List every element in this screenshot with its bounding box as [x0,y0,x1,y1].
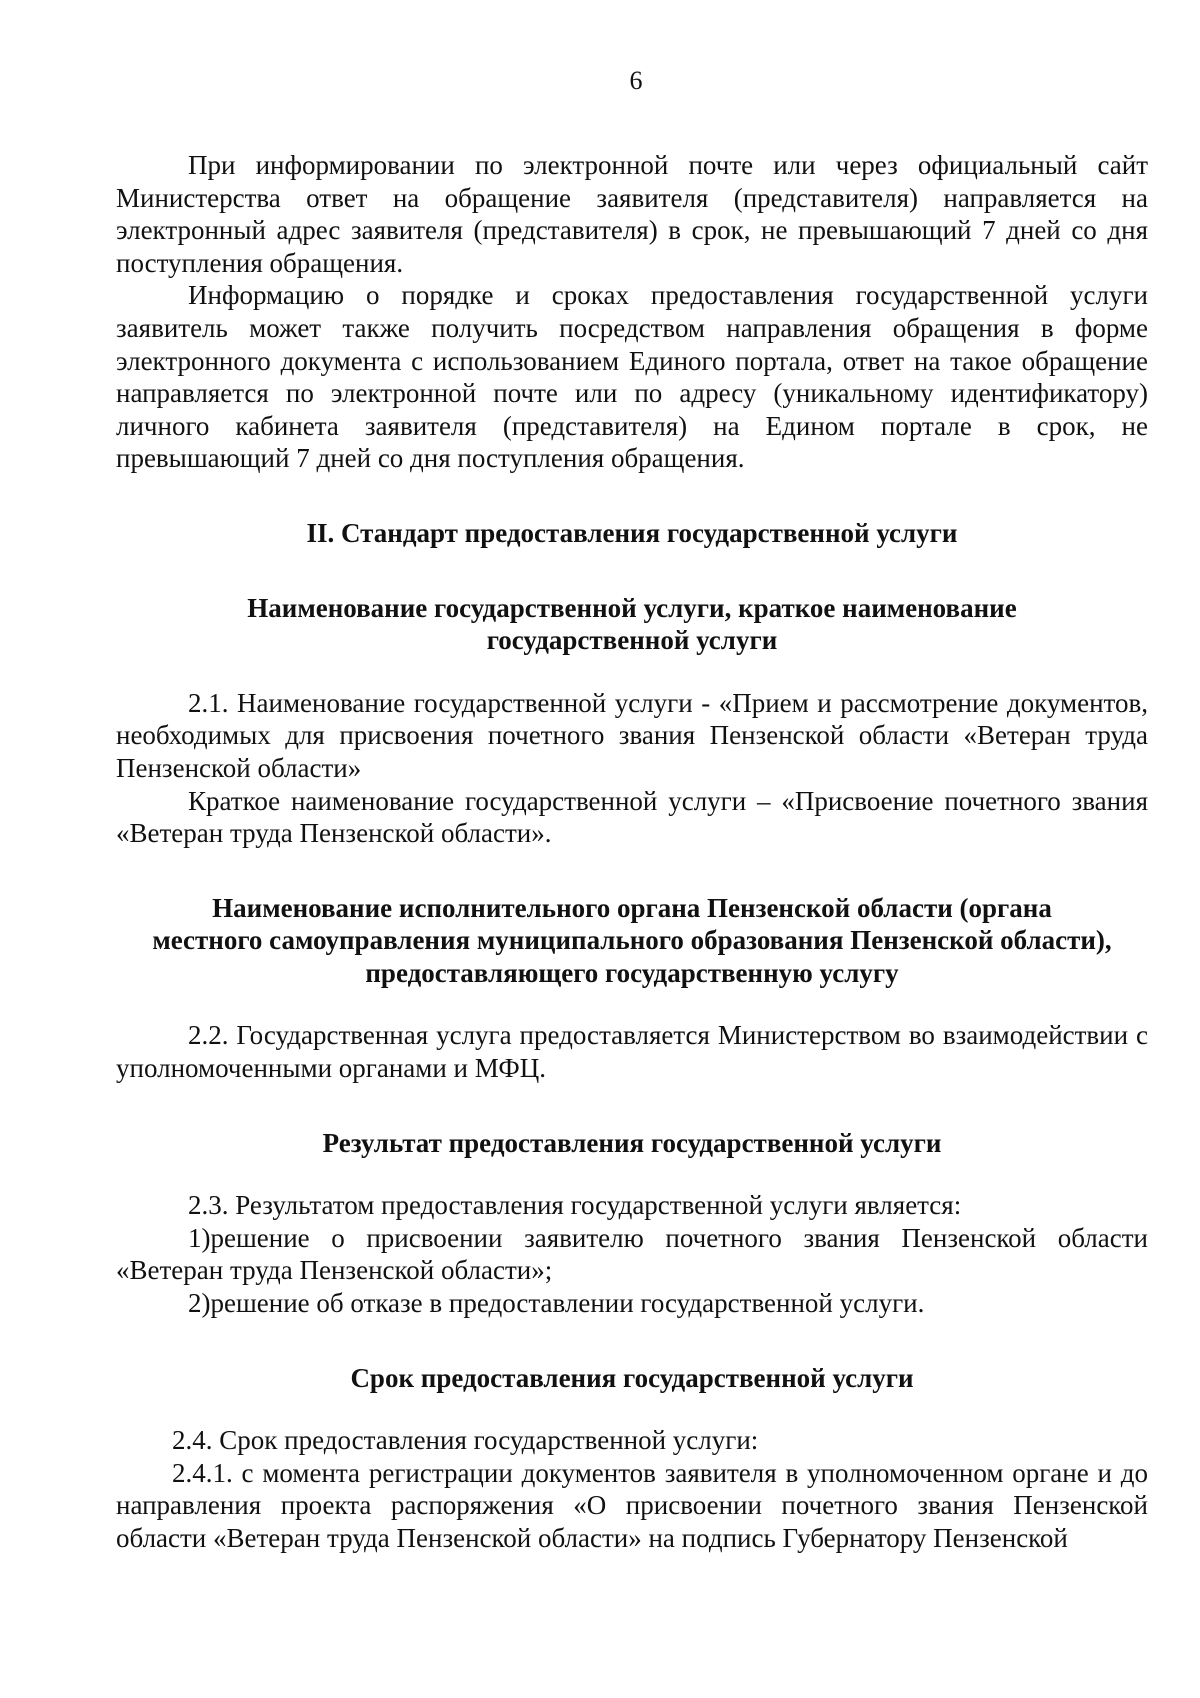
paragraph-2-1: 2.1. Наименование государственной услуги - «Прием и рассмотрение документов, необходимых для присвоения почетного звания Пензенской области «Ветеран труда Пензенской области» [116,687,1148,783]
paragraph-2-2: 2.2. Государственная услуга предоставляется Министерством во взаимодействии с уполномоченными органами и МФЦ. [116,1020,1148,1084]
organ-heading-line-3: предоставляющего государственную услугу [365,957,899,988]
paragraph-2-4-1: 2.4.1. с момента регистрации документов заявителя в уполномоченном органе и до направления проекта распоряжения «О присвоении почетного звания Пензенской области «Ветеран труда Пензенской области» на подпись Губернатору Пензенской [116,1457,1148,1553]
page-number: 6 [629,66,643,95]
document-page [116,66,1148,1555]
paragraph-2-3-item-2: 2)решение об отказе в предоставлении государственной услуги. [188,1288,925,1319]
paragraph-2-3-item-1: 1)решение о присвоении заявителю почетного звания Пензенской области «Ветеран труда Пензенской области»; [116,1222,1148,1286]
intro-paragraph-email: При информировании по электронной почте или через официальный сайт Министерства ответ на обращение заявителя (представителя) направляется на электронный адрес заявителя (представителя) в срок, не превышающий 7 дней со дня поступления обращения. [116,150,1148,278]
intro-paragraph-portal: Информацию о порядке и сроках предоставления государственной услуги заявитель может также получить посредством направления обращения в форме электронного документа с использованием Единого портала, ответ на такое обращение направляется по электронной почте или по адресу (уникальному идентификатору) личного кабинета заявителя (представителя) на Едином портале в срок, не превышающий 7 дней со дня поступления обращения. [116,280,1148,474]
paragraph-2-3: 2.3. Результатом предоставления государственной услуги является: [188,1190,962,1221]
paragraph-2-4: 2.4. Срок предоставления государственной услуги: [172,1425,759,1456]
service-name-heading-line-2: государственной услуги [486,625,778,656]
term-heading: Срок предоставления государственной услуги [350,1362,914,1393]
result-heading: Результат предоставления государственной услуги [322,1127,942,1158]
organ-heading-line-1: Наименование исполнительного органа Пензенской области (органа [212,892,1052,923]
organ-heading [116,892,1148,990]
service-name-heading [116,592,1148,657]
service-name-heading-line-1: Наименование государственной услуги, краткое наименование [247,592,1017,623]
paragraph-2-1-short-name: Краткое наименование государственной услуги – «Присвоение почетного звания «Ветеран труда Пензенской области». [116,785,1148,849]
section-2-title: II. Стандарт предоставления государственной услуги [306,517,958,548]
organ-heading-line-2: местного самоуправления муниципального образования Пензенской области), [152,925,1112,956]
